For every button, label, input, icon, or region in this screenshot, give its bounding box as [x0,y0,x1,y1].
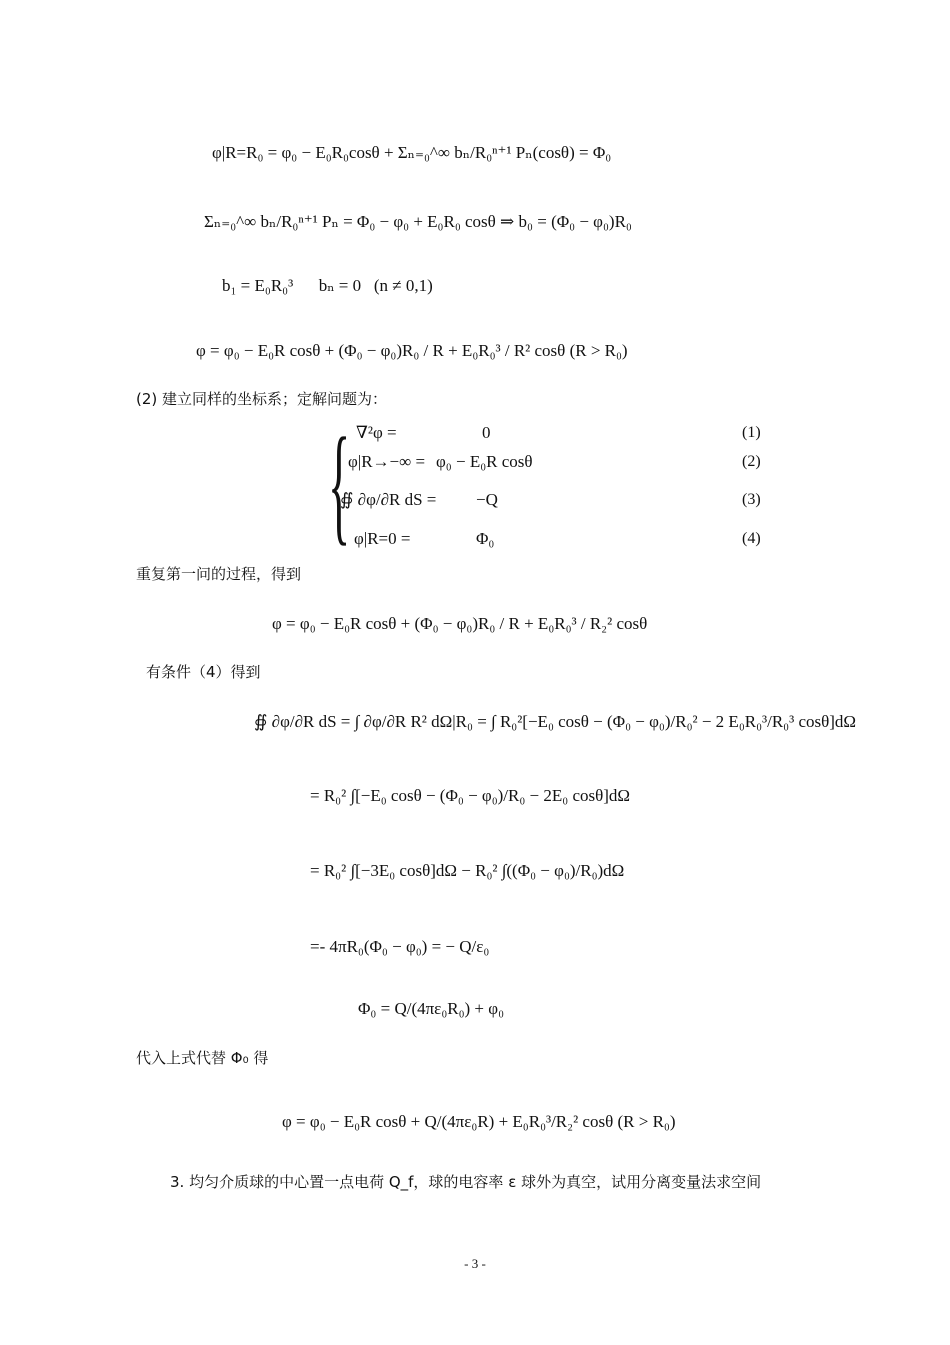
system-row-3-rhs: −Q [476,490,498,509]
equation-11: φ = φ₀ − E₀R cosθ + Q/(4πε₀R) + E₀R₀³/R₂² cosθ (R > R₀) [282,1112,676,1131]
equation-1: φ|R=R₀ = φ₀ − E₀R₀cosθ + Σₙ₌₀^∞ bₙ/R₀ⁿ⁺¹ Pₙ(cosθ) = Φ₀ [212,143,612,162]
system-row-2-lhs: φ|R→−∞ = [348,452,426,471]
problem-3-statement: 3. 均匀介质球的中心置一点电荷 Q_f，球的电容率 ε 球外为真空，试用分离变量法求空间 [170,1173,762,1191]
equation-9: =- 4πR₀(Φ₀ − φ₀) = − Q/ε₀ [310,937,490,956]
paragraph-condition: 有条件（4）得到 [146,663,261,681]
equation-7: = R₀² ∫[−E₀ cosθ − (Φ₀ − φ₀)/R₀ − 2E₀ cosθ]dΩ [310,786,631,805]
system-row-3-lhs: ∯ ∂φ/∂R dS = [340,490,437,509]
equation-5: φ = φ₀ − E₀R cosθ + (Φ₀ − φ₀)R₀ / R + E₀R₀³ / R₂² cosθ [272,614,648,633]
equation-4: φ = φ₀ − E₀R cosθ + (Φ₀ − φ₀)R₀ / R + E₀R₀³ / R² cosθ (R > R₀) [196,341,628,360]
equation-10: Φ₀ = Q/(4πε₀R₀) + φ₀ [358,999,505,1018]
system-row-1-rhs: 0 [482,423,491,442]
page-number: - 3 - [464,1256,486,1271]
equation-6: ∯ ∂φ/∂R dS = ∫ ∂φ/∂R R² dΩ|R₀ = ∫ R₀²[−E₀ cosθ − (Φ₀ − φ₀)/R₀² − 2 E₀R₀³/R₀³ cosθ]dΩ [254,712,857,731]
system-row-2-rhs: φ₀ − E₀R cosθ [436,452,533,471]
paragraph-substitute: 代入上式代替 Φ₀ 得 [136,1049,269,1067]
equation-number-3: (3) [742,491,761,508]
paragraph-repeat: 重复第一问的过程，得到 [136,565,302,583]
equation-8: = R₀² ∫[−3E₀ cosθ]dΩ − R₀² ∫((Φ₀ − φ₀)/R₀)dΩ [310,861,625,880]
system-row-4-lhs: φ|R=0 = [354,529,411,548]
equation-2: Σₙ₌₀^∞ bₙ/R₀ⁿ⁺¹ Pₙ = Φ₀ − φ₀ + E₀R₀ cosθ ⇒ b₀ = (Φ₀ − φ₀)R₀ [204,212,632,231]
equation-3: b₁ = E₀R₀³ bₙ = 0 (n ≠ 0,1) [222,276,433,295]
equation-number-4: (4) [742,530,761,547]
equation-number-1: (1) [742,424,761,441]
system-row-1-lhs: ∇²φ = [356,423,397,442]
system-brace: { [328,410,351,557]
paragraph-setup: (2) 建立同样的坐标系；定解问题为： [136,390,388,408]
system-row-4-rhs: Φ₀ [476,529,495,548]
equation-number-2: (2) [742,453,761,470]
